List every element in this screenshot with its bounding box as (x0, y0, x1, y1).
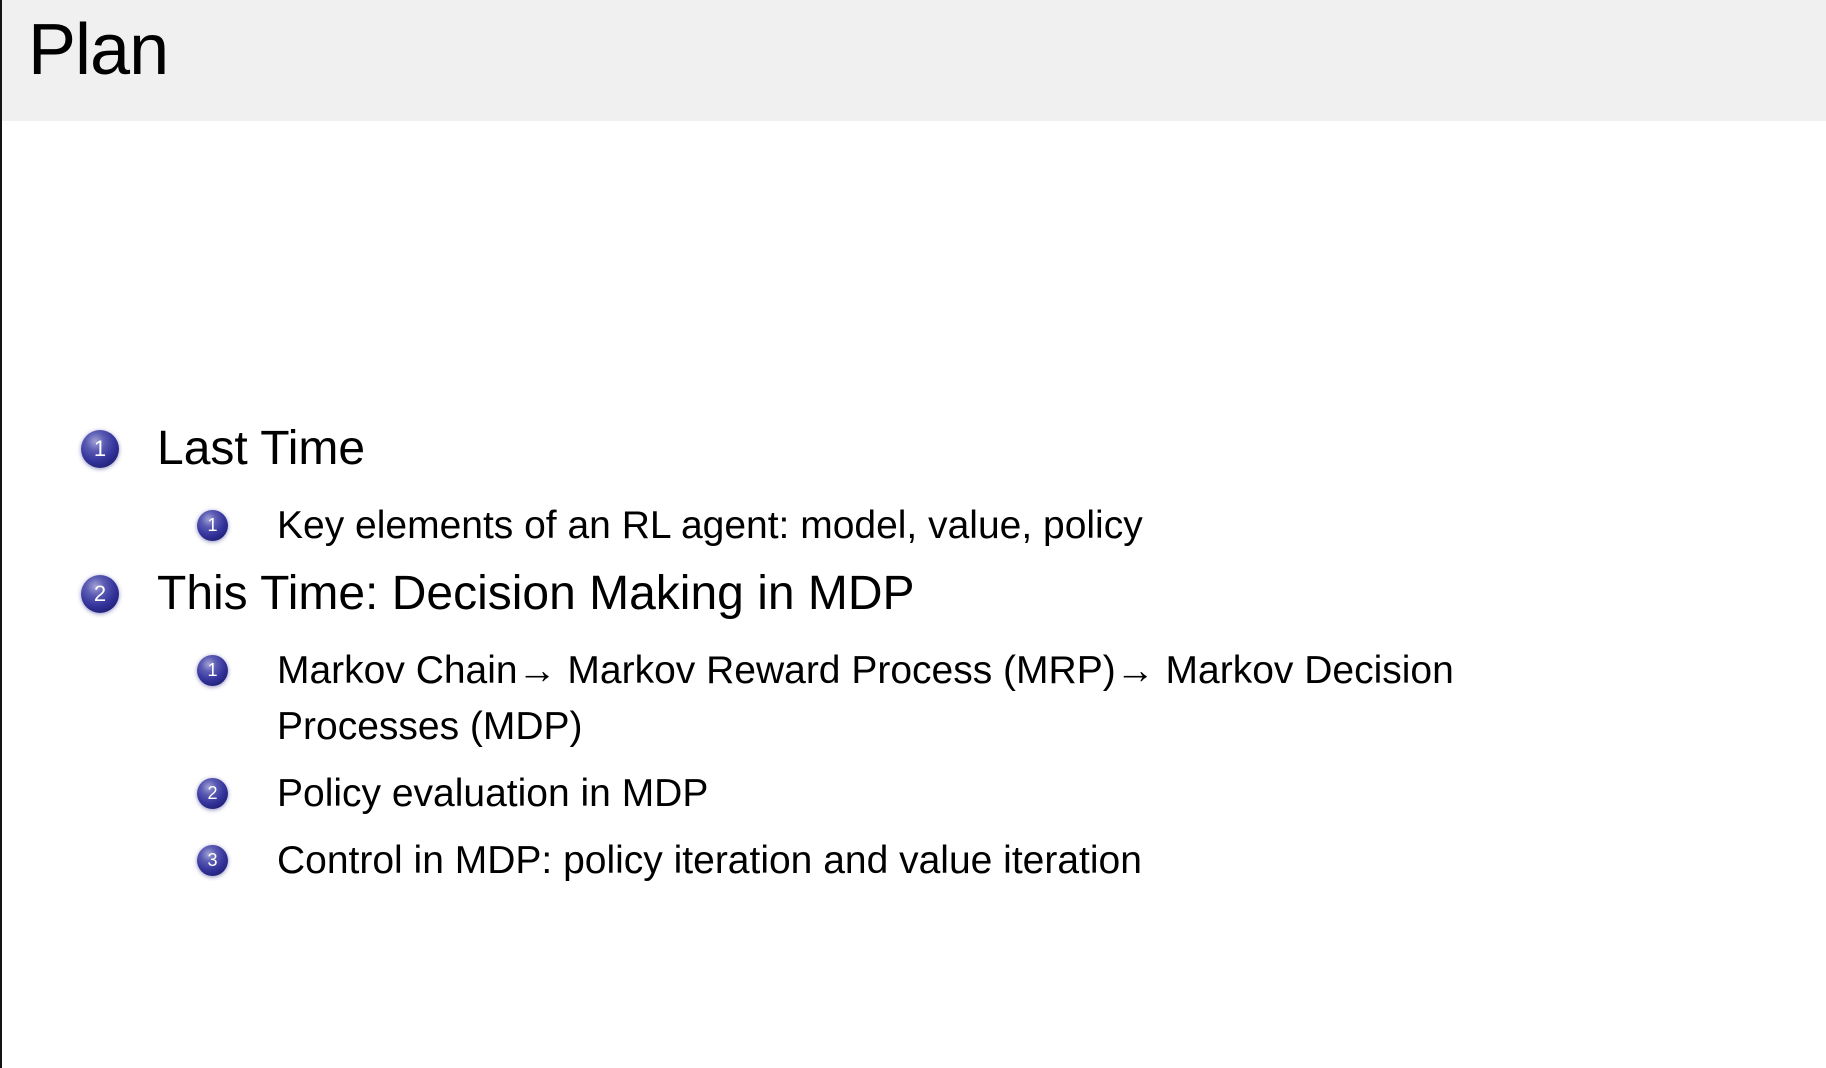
left-edge-line (0, 0, 2, 1068)
slide-header (0, 0, 1826, 121)
outline-subitem-label: Policy evaluation in MDP (277, 772, 709, 815)
outline-subitem-control (0, 833, 1826, 889)
outline-subitem-label: Control in MDP: policy iteration and value iteration (277, 839, 1142, 882)
outline-subitem-label: Key elements of an RL agent: model, value, policy (277, 504, 1143, 547)
enumeration-ball-1: 1 (81, 430, 119, 468)
outline-subitem-key-elements (0, 498, 1826, 554)
outline-item-this-time (0, 565, 1826, 623)
outline-subitem-label: Markov Chain→ Markov Reward Process (MRP)→ Markov Decision Processes (MDP) (277, 649, 1454, 748)
enumeration-ball-sub-3: 3 (197, 845, 228, 876)
enumeration-ball-sub-1: 1 (197, 655, 228, 686)
outline-item-label: This Time: Decision Making in MDP (157, 567, 915, 620)
enumeration-ball-2: 2 (81, 575, 119, 613)
outline-item-last-time (0, 420, 1826, 478)
outline-item-label: Last Time (157, 422, 366, 475)
outline-subitem-policy-evaluation (0, 766, 1826, 822)
slide-title: Plan (28, 10, 169, 90)
enumeration-ball-sub-2: 2 (197, 778, 228, 809)
outline-list (0, 412, 1826, 900)
outline-subitem-markov-chain (0, 643, 1826, 755)
enumeration-ball-sub-1: 1 (197, 510, 228, 541)
